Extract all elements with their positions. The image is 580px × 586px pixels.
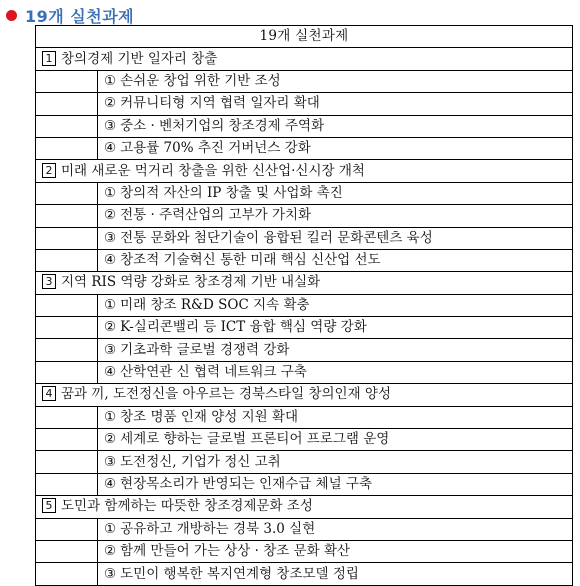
task-row [36, 429, 573, 451]
section-title: 미래 새로운 먹거리 창출을 위한 신산업·신시장 개척 [61, 162, 365, 179]
task-marker: ① [104, 72, 117, 89]
task-marker: ④ [104, 252, 117, 269]
task-marker: ④ [104, 476, 117, 492]
task-marker: ① [104, 408, 117, 425]
section-title: 도민과 함께하는 따뜻한 창조경제문화 조성 [61, 498, 313, 515]
section-row [36, 272, 573, 294]
section-title: 창의경제 기반 일자리 창출 [61, 50, 218, 67]
indent-cell [36, 339, 98, 361]
task-row [36, 249, 573, 271]
section-number: 5 [42, 498, 56, 513]
indent-cell [36, 182, 98, 204]
task-row [36, 182, 573, 204]
task-marker: ③ [104, 341, 117, 358]
task-text: 현장목소리가 반영되는 인재수급 체널 구축 [120, 476, 373, 492]
task-text: 도민이 행복한 복지연계형 창조모델 정립 [120, 565, 359, 582]
task-row [36, 473, 573, 495]
task-row [36, 361, 573, 383]
section-number: 4 [42, 386, 56, 401]
task-marker: ② [104, 543, 117, 560]
indent-cell [36, 205, 98, 227]
section-row [36, 496, 573, 518]
section-title: 꿈과 끼, 도전정신을 아우르는 경북스타일 창의인재 양성 [61, 386, 391, 403]
indent-cell [36, 518, 98, 540]
section-title: 지역 RIS 역량 강화로 창조경제 기반 내실화 [61, 274, 321, 291]
heading-text: 19개 실천과제 [25, 6, 135, 26]
task-row [36, 317, 573, 339]
task-cell [98, 429, 573, 451]
task-text: 고용률 70% 추진 거버넌스 강화 [120, 140, 311, 157]
task-marker: ③ [104, 565, 117, 582]
task-marker: ② [104, 95, 117, 112]
task-text: 창의적 자산의 IP 창출 및 사업화 촉진 [120, 184, 343, 201]
task-marker: ③ [104, 229, 117, 246]
task-cell [98, 227, 573, 249]
indent-cell [36, 451, 98, 473]
section-row [36, 384, 573, 406]
section-title-cell [36, 160, 573, 182]
section-title-cell [36, 496, 573, 518]
table-title-row [36, 26, 573, 48]
page-heading [6, 3, 134, 27]
section-row [36, 160, 573, 182]
task-marker: ② [104, 207, 117, 224]
indent-cell [36, 429, 98, 451]
task-marker: ③ [104, 117, 117, 134]
section-number: 2 [42, 163, 56, 178]
task-marker: ① [104, 296, 117, 313]
indent-cell [36, 294, 98, 316]
task-row [36, 540, 573, 562]
task-row [36, 227, 573, 249]
task-cell [98, 70, 573, 92]
tasks-table [35, 25, 573, 586]
task-cell [98, 249, 573, 271]
task-cell [98, 205, 573, 227]
task-marker: ④ [104, 140, 117, 157]
task-row [36, 518, 573, 540]
indent-cell [36, 317, 98, 339]
task-text: 커뮤니티형 지역 협력 일자리 확대 [120, 95, 320, 112]
indent-cell [36, 70, 98, 92]
section-row [36, 48, 573, 70]
task-row [36, 137, 573, 159]
indent-cell [36, 93, 98, 115]
task-text: K-실리콘밸리 등 ICT 융합 핵심 역량 강화 [120, 319, 367, 336]
task-cell [98, 473, 573, 495]
task-row [36, 294, 573, 316]
task-row [36, 93, 573, 115]
task-row [36, 406, 573, 428]
task-cell [98, 115, 573, 137]
task-marker: ① [104, 520, 117, 537]
task-row [36, 451, 573, 473]
task-cell [98, 563, 573, 585]
task-text: 창조적 기술혁신 통한 미래 핵심 신산업 선도 [120, 252, 381, 269]
section-number: 1 [42, 51, 56, 66]
task-cell [98, 361, 573, 383]
table-title: 19개 실천과제 [36, 26, 573, 48]
task-text: 전통 · 주력산업의 고부가 가치화 [120, 207, 312, 224]
task-cell [98, 93, 573, 115]
task-marker: ① [104, 184, 117, 201]
section-title-cell [36, 48, 573, 70]
indent-cell [36, 227, 98, 249]
task-cell [98, 451, 573, 473]
section-title-cell [36, 272, 573, 294]
indent-cell [36, 115, 98, 137]
task-text: 창조 명품 인재 양성 지원 확대 [120, 408, 299, 425]
indent-cell [36, 563, 98, 585]
red-bullet-icon [6, 10, 17, 21]
task-text: 공유하고 개방하는 경북 3.0 실현 [120, 520, 316, 537]
task-text: 전통 문화와 첨단기술이 융합된 킬러 문화콘텐츠 육성 [120, 229, 433, 246]
tasks-table-body [36, 26, 573, 586]
section-title-cell [36, 384, 573, 406]
task-text: 세계로 향하는 글로벌 프론티어 프로그램 운영 [120, 431, 390, 448]
task-text: 미래 창조 R&D SOC 지속 확충 [120, 296, 310, 313]
task-row [36, 70, 573, 92]
task-cell [98, 294, 573, 316]
task-cell [98, 518, 573, 540]
task-text: 함께 만들어 가는 상상 · 창조 문화 확산 [120, 543, 351, 560]
task-cell [98, 182, 573, 204]
section-number: 3 [42, 274, 56, 289]
indent-cell [36, 249, 98, 271]
task-cell [98, 339, 573, 361]
task-cell [98, 406, 573, 428]
task-cell [98, 317, 573, 339]
indent-cell [36, 406, 98, 428]
task-text: 도전정신, 기업가 정신 고취 [120, 453, 281, 470]
task-text: 산학연관 신 협력 네트워크 구축 [120, 364, 307, 381]
task-cell [98, 137, 573, 159]
indent-cell [36, 473, 98, 495]
indent-cell [36, 361, 98, 383]
task-row [36, 205, 573, 227]
task-text: 기초과학 글로벌 경쟁력 강화 [120, 341, 290, 358]
task-cell [98, 540, 573, 562]
task-text: 손쉬운 창업 위한 기반 조성 [120, 72, 281, 89]
indent-cell [36, 137, 98, 159]
task-marker: ② [104, 431, 117, 448]
task-marker: ② [104, 319, 117, 336]
task-row [36, 563, 573, 585]
task-row [36, 115, 573, 137]
indent-cell [36, 540, 98, 562]
task-marker: ④ [104, 364, 117, 381]
task-marker: ③ [104, 453, 117, 470]
task-text: 중소 · 벤처기업의 창조경제 주역화 [120, 117, 325, 134]
task-row [36, 339, 573, 361]
